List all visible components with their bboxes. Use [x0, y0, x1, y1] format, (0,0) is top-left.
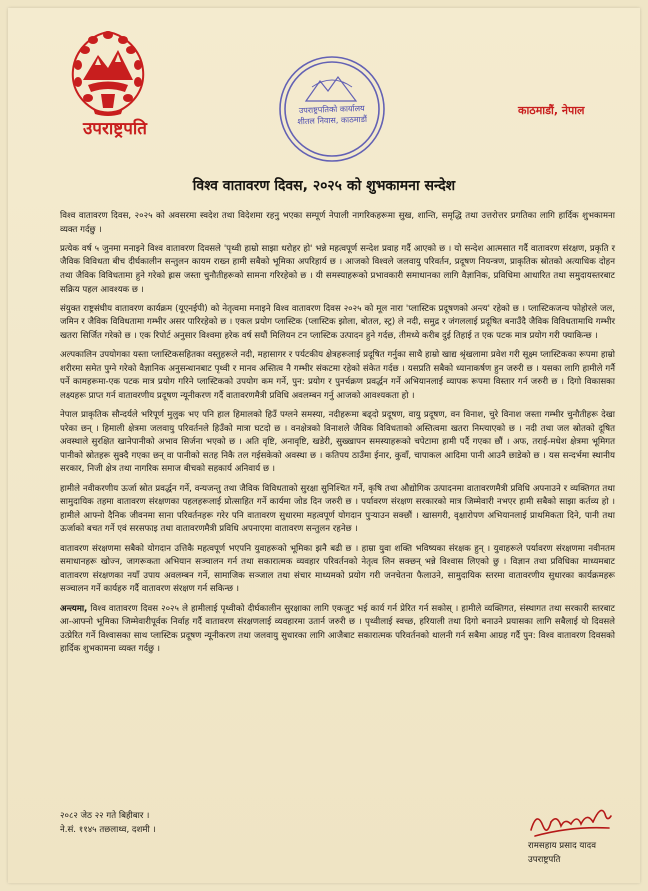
- paragraph-nepal-challenges: नेपाल प्राकृतिक सौन्दर्यले भरिपूर्ण मुलुक भए पनि हाल हिमालको हिउँ पग्लने समस्या, नदीहरूमा बढ्दो प्रदूषण, वायु प्रदूषण, वन विनाश, चुरे विनाश जस्ता गम्भीर चुनौतीहरू देखा परेका छन् । हिमाली क्षेत्रमा जलवायु परिवर्तनले हिउँको मात्रा घटदो छ । वनक्षेत्रको विनाशले जैविक विविधताको अस्तित्वमा खतरा निम्त्याएको छ । नदी तथा जल स्रोतको दूषित अवस्थाले सुरक्षित खानेपानीको अभाव सिर्जना भएको छ । अति वृष्टि, अनावृष्टि, खडेरी, सुख्खापन समस्याहरूको चपेटामा हामी पर्दै गएका छौं । अफ, तराई-मधेश क्षेत्रमा भूमिगत पानीको स्रोतहरू सुक्दै गएका छन् वा पानीको सतह निकै तल गईसकेको अवस्था छ । कतिपय ठाउँमा ईनार, कुवाँ, चापाकल आदिमा पानी आउनै छाडेको छ । यस सन्दर्भमा स्थानीय सरकार, निजी क्षेत्र तथा नागरिक समाज बीचको सहकार्य अनिवार्य छ ।: [60, 410, 615, 475]
- paragraph-greeting: विश्व वातावरण दिवस, २०२५ को अवसरमा स्वदेश तथा विदेशमा रहनु भएका सम्पूर्ण नेपाली नागरिकहरूमा सुख, शान्ति, समृद्धि तथा उत्तरोत्तर प्रगतिका लागि हार्दिक शुभकामना व्यक्त गर्दछु ।: [60, 211, 615, 235]
- national-emblem-icon: [63, 20, 153, 120]
- closing-text: विश्व वातावरण दिवस २०२५ ले हामीलाई पृथ्वीको दीर्घकालीन सुरक्षाका लागि एकजुट भई कार्य गर्न प्रेरित गर्न सकोस् । हामीले व्यक्तिगत, संस्थागत तथा सरकारी स्तरबाट आ-आफ्नो भूमिका जिम्मेवारीपूर्वक निर्वाह गर्दै वातावरण संरक्षणलाई व्यवहारमा उतार्न जरुरी छ । पृथ्वीलाई स्वच्छ, हरियाली तथा दिगो बनाउने प्रयासका लागि सबैलाई यो दिवसले उत्प्रेरित गर्ने विश्वासका साथ प्लास्टिक प्रदूषण न्यूनीकरण तथा जलवायु सुधारका लागि आजैबाट सकारात्मक परिवर्तनको थालनी गर्न सबैमा आग्रह गर्दै पुन: विश्व वातावरण दिवसको हार्दिक शुभकामना व्यक्त गर्दछु ।: [60, 603, 615, 655]
- document-title: विश्व वातावरण दिवस, २०२५ को शुभकामना सन्देश: [192, 178, 456, 194]
- closing-lead: अन्त्यमा,: [60, 603, 88, 614]
- letter-body: [60, 210, 615, 663]
- signatory-name: रामसहाय प्रसाद यादव: [528, 841, 596, 851]
- paragraph-youth-role: वातावरण संरक्षणमा सबैको योगदान उत्तिकै महत्वपूर्ण भएपनि युवाहरूको भूमिका झनै बढी छ । हाम्रा युवा शक्ति भविष्यका संरक्षक हुन् । युवाहरूले पर्यावरण संरक्षणमा नवीनतम समाधानहरू खोज्न, जागरूकता अभियान सञ्चालन गर्न तथा सकारात्मक व्यवहार परिवर्तनको नेतृत्व लिन सक्छन् भन्ने विश्वास लिएको छु । विज्ञान तथा प्रविधिका माध्यमबाट वातावरण संरक्षणका नयाँ उपाय अवलम्बन गर्ने, सामाजिक सञ्जाल तथा संचार माध्यमको प्रयोग गरी जनचेतना फैलाउने, सामुदायिक स्तरमा वातावरणीय सुधारका कार्यक्रमहरू सञ्चालन गर्ने कार्यहरु गर्दै वातावरण संरक्षण गर्न सकिन्छ ।: [60, 543, 615, 595]
- date-block: [60, 810, 156, 837]
- paragraph-microplastics: अल्पकालिन उपयोगका यस्ता प्लास्टिकसहितका वस्तुहरूले नदी, महासागर र पर्यटकीय क्षेत्रहरूलाई प्रदूषित गर्नुका साथै हाम्रो खाद्य श्रृंखलामा प्रवेश गरी सूक्ष्म प्लास्टिकका रूपमा हाम्रो शरीरमा समेत पुग्ने गरेको वैज्ञानिक अनुसन्धानबाट पृथ्वी र मानव अस्तित्व नै गम्भीर संकटमा रहेको संकेत गर्दछ । यसप्रति सबैको ध्यानाकर्षण हुन जरुरी छ । यसका लागि हामीले गर्नै पर्ने कामहरूमा-एक पटक मात्र प्रयोग गरिने प्लास्टिकको उपयोग कम गर्ने, पुन: प्रयोग र पुनर्चक्रण प्रवर्द्धन गर्ने अभियानलाई व्यापक रूपमा विस्तार गर्न जरुरी छ । दिगो विकासका लक्ष्यहरू प्राप्त गर्न वातावरणीय प्रदूषण न्यूनीकरण गर्दै वातावरणमैत्री प्रविधि अवलम्बन गर्नु आजको आवश्यकता हो ।: [60, 350, 615, 401]
- handwritten-signature: [523, 796, 618, 842]
- paragraph-closing: [60, 603, 615, 657]
- paragraph-unep-theme: संयुक्त राष्ट्रसंघीय वातावरण कार्यक्रम (यूएनईपी) को नेतृत्वमा मनाइने विश्व वातावरण दिवस २०२५ को मूल नारा 'प्लास्टिक प्रदूषणको अन्त्य' रहेको छ । प्लास्टिकजन्य फोहोरले जल, जमिन र जैविक विविधतामा गम्भीर असर पारिरहेको छ । एकल प्रयोग प्लास्टिक (प्लास्टिक झोला, बोतल, स्ट्र) ले नदी, समुद्र र जंगललाई प्रदूषित बनाउँदै जैविक विविधतामाथि गम्भीर खतरा सिर्जित गरेको छ । एक रिपोर्ट अनुसार विश्वमा हरेक वर्ष सयौं मिलियन टन प्लास्टिक उत्पादन हुने गर्दछ, तीमध्ये करीब दुई तिहाई त एक पटक मात्र प्रयोग गरी फ्याकिन्छ ।: [60, 303, 615, 341]
- date-bs: २०८२ जेठ २२ गते बिहीबार ।: [60, 811, 150, 821]
- signatory-title: उपराष्ट्रपति: [528, 854, 561, 865]
- letter-page: [8, 8, 640, 883]
- paragraph-renewable-energy: हामीले नवीकरणीय ऊर्जा स्रोत प्रवर्द्धन गर्ने, वन्यजन्तु तथा जैविक विविधताको सुरक्षा सुनिश्चित गर्ने, कृषि तथा औद्योगिक उत्पादनमा वातावरणमैत्री प्रविधि अपनाउने र व्यक्तिगत तथा सामुदायिक तहमा वातावरण संरक्षणका पहलहरूलाई प्रोत्साहित गर्ने कार्यमा जोड दिन जरुरी छ । पर्यावरण संरक्षण सरकारको मात्र जिम्मेवारी नभएर हामी सबैको साझा कर्तव्य हो । हामीले आफ्नो दैनिक जीवनमा साना परिवर्तनहरू गरेर पनि वातावरण सुधारमा महत्वपूर्ण योगदान पुऱ्याउन सक्छौं । खासगरी, वृक्षारोपण अभियानलाई प्राथमिकता दिने, पानी तथा ऊर्जाको बचत गर्ने एवं सरसफाइ तथा वातावरणमैत्री प्रविधि अपनाएमा वातावरण सन्तुलन रहनेछ ।: [60, 483, 615, 535]
- signatory-block: [528, 840, 628, 867]
- place-label: काठमाडौं, नेपाल: [518, 104, 585, 117]
- paragraph-earth-heritage: प्रत्येक वर्ष ५ जुनमा मनाइने विश्व वातावरण दिवसले 'पृथ्वी हाम्रो साझा धरोहर हो' भन्ने महत्वपूर्ण सन्देश प्रवाह गर्दै आएको छ । यो सन्देश आत्मसात गर्दै वातावरण संरक्षण, प्रकृति र जैविक विविधता बीच दीर्घकालीन सन्तुलन कायम राख्न हामी सबैको भूमिका अपरिहार्य छ । आजको विश्वले जलवायु परिवर्तन, प्रदूषण नियन्त्रण, प्राकृतिक स्रोतको अत्याधिक दोहन तथा जैविक विविधतामा हुने गरेको ह्रास जस्ता चुनौतीहरूको सामना गरिरहेको छ । यी समस्याहरूको प्रभावकारी समाधानका लागि वैज्ञानिक, प्रविधिमा आधारित तथा समुदायस्तरबाट सक्रिय पहल आवश्यक छ ।: [60, 243, 615, 295]
- date-nepal-sambat: ने.सं. ११४५ तछलाथ्व, दशमी ।: [60, 824, 156, 835]
- office-title: उपराष्ट्रपति: [82, 119, 147, 139]
- seal-text: उपराष्ट्रपतिको कार्यालय शीतल निवास, काठमाडौं: [297, 103, 368, 127]
